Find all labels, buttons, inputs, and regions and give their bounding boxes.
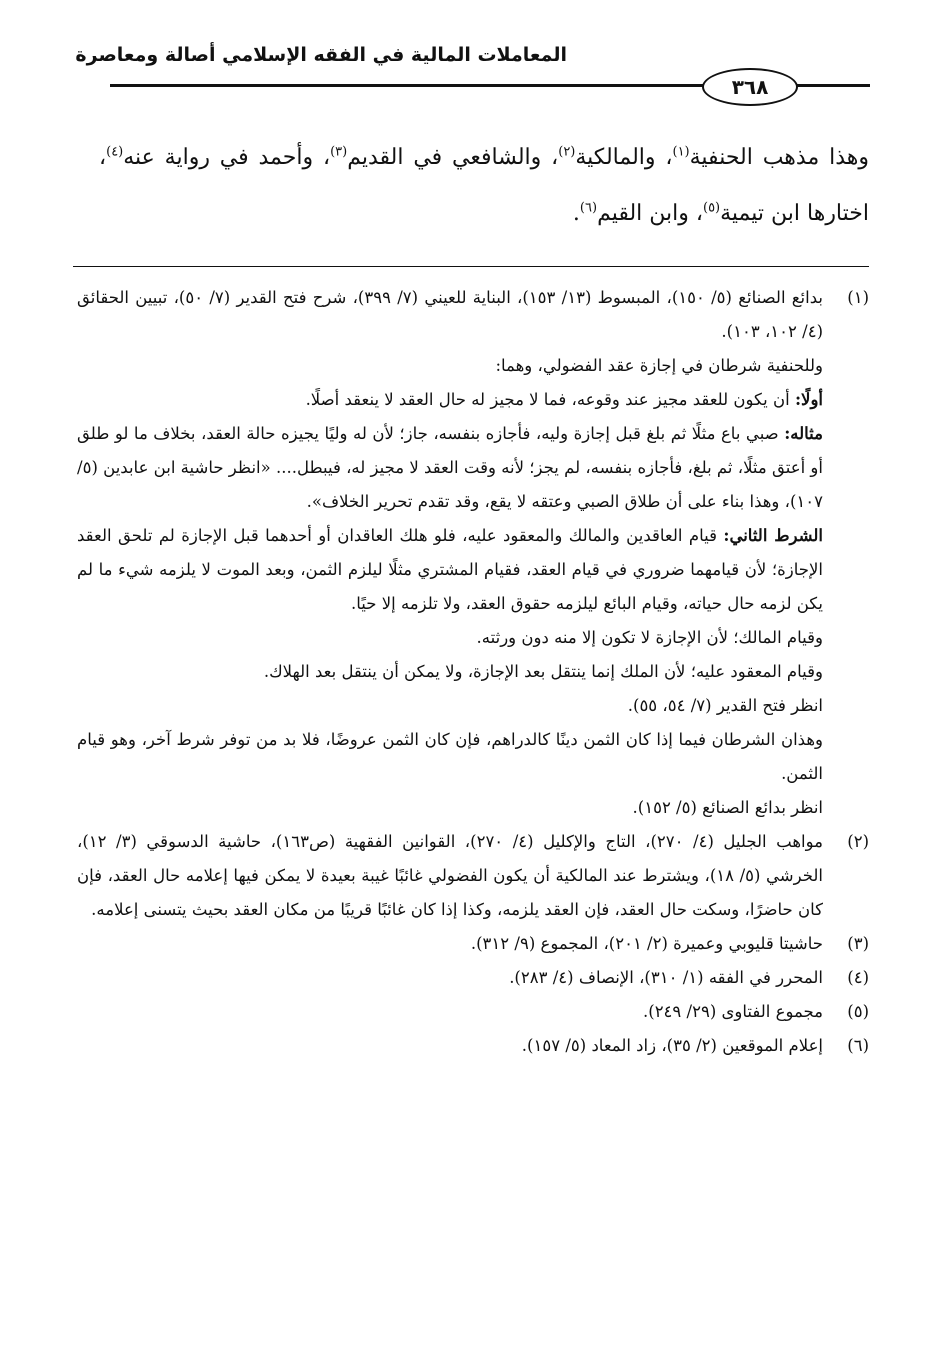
text-segment: ، وأحمد في رواية عنه — [123, 145, 331, 170]
footnote-line: وقيام المعقود عليه؛ لأن الملك إنما ينتقل بعد الإجازة، ولا يمكن أن ينتقل بعد الهلاك. — [263, 662, 823, 681]
footnote-number: (٣) — [847, 934, 869, 953]
footnote-number: (١) — [847, 288, 869, 307]
text-segment: . — [572, 201, 580, 226]
running-title: المعاملات المالية في الفقه الإسلامي أصالة ومعاصرة — [75, 44, 567, 66]
footnote-line — [77, 519, 823, 621]
footnote-5 — [77, 995, 869, 1029]
footnote-6 — [77, 1029, 869, 1063]
footnote-line: حاشيتا قليوبي وعميرة (٢/ ٢٠١)، المجموع (٩/ ٣١٢). — [470, 934, 823, 953]
footnotes — [77, 281, 869, 1063]
footnote-text: قيام العاقدين والمالك والمعقود عليه، فلو هلك العاقدان أو أحدهما قبل الإجازة لم تلحق العقد الإجازة؛ لأن قيامهما ضروري في قيام العقد، فقيام المشتري مثلًا ليلزم الثمن، وبعد الموت لا يلزمه شيء ما لم يكن لزمه حال حياته، وقيام البائع ليلزمه حقوق العقد، ولا تلزمه إلا حيًا. — [77, 526, 823, 613]
page-number: ٣٦٨ — [702, 68, 798, 106]
footnote-line — [77, 383, 823, 417]
footnote-text: صبي باع مثلًا ثم بلغ قبل إجازة وليه، فأجازه بنفسه، جاز؛ لأن له وليًا يجيزه حالة العقد، بخلاف ما لو طلق أو أعتق مثلًا، ثم بلغ، فأجازه بنفسه، لم يجز؛ لأنه وقت العقد لا مجيز له، فيبطل.... «انظر حاشية ابن عابدين (٥/ ١٠٧)، وهذا بناء على أن طلاق الصبي وعتقه لا يقع، وقد تقدم تحرير الخلاف». — [77, 424, 823, 511]
footnote-text: أن يكون للعقد مجيز عند وقوعه، فما لا مجيز له حال العقد لا ينعقد أصلًا. — [305, 390, 795, 409]
footnote-line: مجموع الفتاوى (٢٩/ ٢٤٩). — [643, 1002, 823, 1021]
footnote-line — [77, 417, 823, 519]
text-segment: وهذا مذهب الحنفية — [689, 145, 869, 170]
footnote-line: المحرر في الفقه (١/ ٣١٠)، الإنصاف (٤/ ٢٨٣). — [509, 968, 823, 987]
text-segment: ، اختارها ابن تيمية — [99, 145, 869, 226]
footnote-ref: (٢) — [558, 144, 576, 160]
footnote-3 — [77, 927, 869, 961]
footnote-separator — [73, 266, 869, 267]
footnote-ref: (٤) — [106, 144, 124, 160]
footnote-number: (٦) — [847, 1036, 869, 1055]
text-segment: ، والشافعي في القديم — [347, 145, 559, 170]
footnote-ref: (١) — [672, 144, 690, 160]
text-segment: ، والمالكية — [575, 145, 673, 170]
footnote-line: انظر بدائع الصنائع (٥/ ١٥٢). — [632, 798, 823, 817]
footnote-4 — [77, 961, 869, 995]
footnote-line: وهذان الشرطان فيما إذا كان الثمن دينًا كالدراهم، فإن كان الثمن عروضًا، فلا بد من توفر شرط آخر، وهو قيام الثمن. — [77, 730, 823, 783]
main-paragraph — [99, 130, 869, 242]
footnote-number: (٤) — [847, 968, 869, 987]
footnote-lead: الشرط الثاني: — [723, 526, 823, 545]
footnote-number: (٥) — [847, 1002, 869, 1021]
text-segment: ، وابن القيم — [597, 201, 703, 226]
paragraph-text — [99, 130, 869, 242]
footnote-line: بدائع الصنائع (٥/ ١٥٠)، المبسوط (١٣/ ١٥٣)، البناية للعيني (٧/ ٣٩٩)، شرح فتح القدير (٧/ ٥٠)، تبيين الحقائق (٤/ ١٠٢، ١٠٣). — [77, 288, 823, 341]
footnote-lead: أولًا: — [794, 390, 823, 409]
footnote-line: وللحنفية شرطان في إجازة عقد الفضولي، وهما: — [495, 356, 823, 375]
footnote-lead: مثاله: — [784, 424, 823, 443]
footnote-line: وقيام المالك؛ لأن الإجازة لا تكون إلا منه دون ورثته. — [476, 628, 823, 647]
footnote-line: مواهب الجليل (٤/ ٢٧٠)، التاج والإكليل (٤/ ٢٧٠)، القوانين الفقهية (ص١٦٣)، حاشية الدسوقي (٣/ ١٢)، الخرشي (٥/ ١٨)، ويشترط عند المالكية أن يكون الفضولي غائبًا غيبة بعيدة لا يمكن فيها إعلامه حال العقد، فإن كان حاضرًا، وسكت حال العقد، فإن العقد يلزمه، وكذا إذا كان غائبًا قريبًا من مكان العقد بحيث يتسنى إعلامه. — [77, 832, 823, 919]
footnote-number: (٢) — [847, 832, 869, 851]
footnote-1 — [77, 281, 869, 825]
footnote-2 — [77, 825, 869, 927]
footnote-ref: (٥) — [702, 200, 721, 216]
footnote-line: إعلام الموقعين (٢/ ٣٥)، زاد المعاد (٥/ ١٥٧). — [521, 1036, 823, 1055]
footnote-ref: (٣) — [330, 144, 348, 160]
footnote-ref: (٦) — [579, 200, 598, 216]
footnote-line: انظر فتح القدير (٧/ ٥٤، ٥٥). — [627, 696, 823, 715]
